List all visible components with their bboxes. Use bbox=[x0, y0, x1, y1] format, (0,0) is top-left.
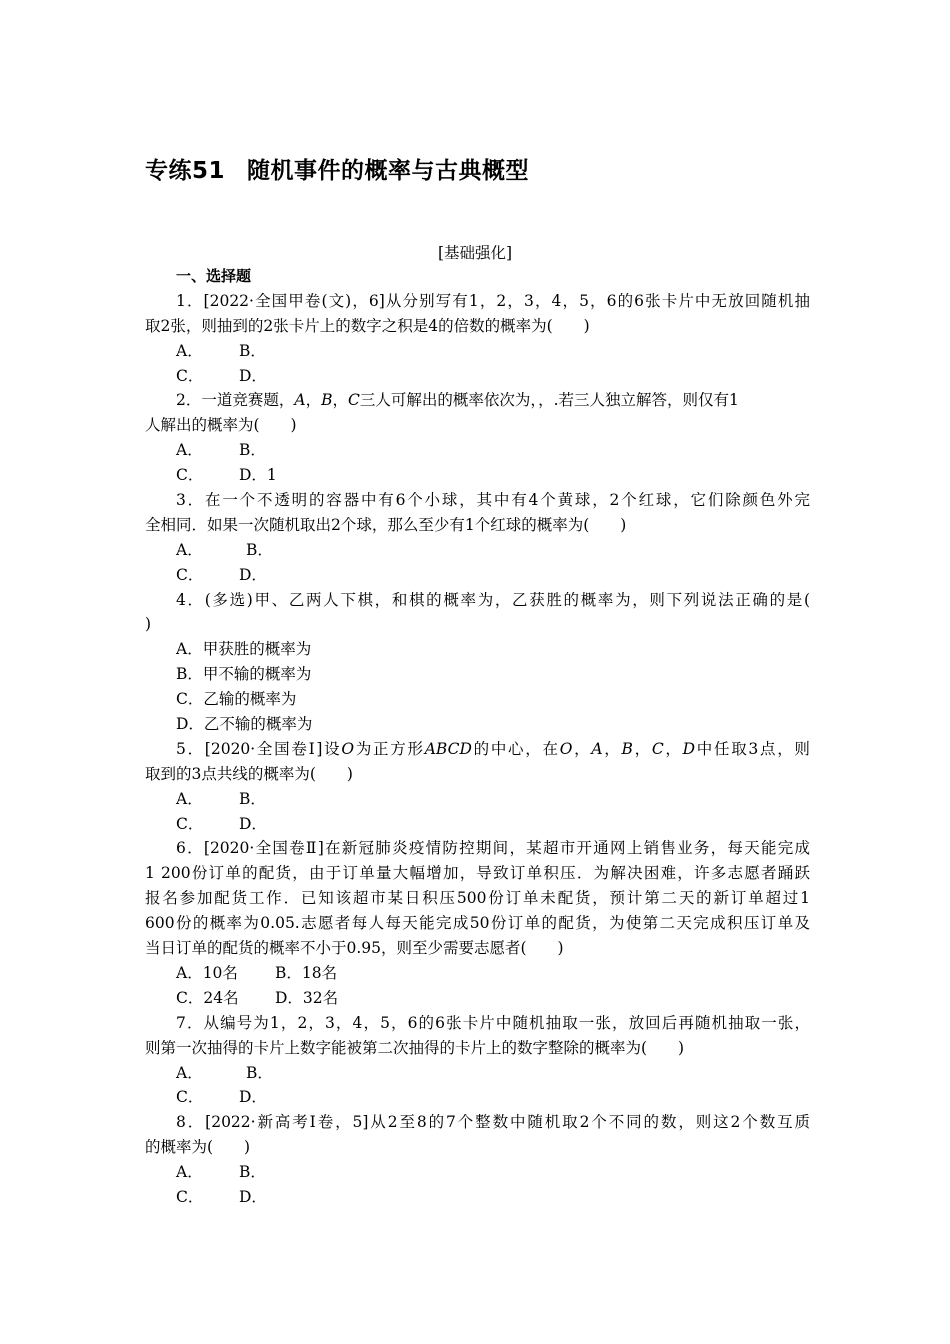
question-5 bbox=[145, 737, 810, 837]
question-8-line-1: 8．[2022·新高考Ⅰ卷，5]从2至8的7个整数中随机取2个不同的数，则这2个数互质 bbox=[176, 1113, 810, 1132]
question-6-option-d[interactable]: D．32名 bbox=[275, 988, 339, 1007]
question-4 bbox=[145, 588, 810, 737]
question-3-option-d[interactable]: D． bbox=[239, 565, 267, 584]
question-2-line-2: 人解出的概率为( ) bbox=[145, 416, 297, 435]
question-3-line-2: 全相同．如果一次随机取出2个球，那么至少有1个红球的概率为( ) bbox=[145, 515, 627, 534]
question-7-option-d[interactable]: D． bbox=[239, 1088, 267, 1107]
question-2-option-d[interactable]: D．1 bbox=[239, 466, 277, 485]
question-6-line-5: 当日订单的配货的概率不小于0.95，则至少需要志愿者( ) bbox=[145, 939, 564, 958]
question-5-option-c[interactable]: C． bbox=[176, 814, 204, 833]
question-2-option-a[interactable]: A． bbox=[176, 441, 203, 460]
question-3 bbox=[145, 488, 810, 588]
question-3-option-a[interactable]: A． bbox=[176, 540, 203, 559]
question-1-option-a[interactable]: A． bbox=[176, 341, 203, 360]
question-2-option-b[interactable]: B． bbox=[239, 441, 266, 460]
question-4-option-a[interactable]: A．甲获胜的概率为 bbox=[176, 640, 312, 659]
title-number: 专练51 bbox=[145, 158, 226, 184]
question-1 bbox=[145, 289, 810, 389]
question-6-option-a[interactable]: A．10名 bbox=[176, 963, 238, 982]
question-7 bbox=[145, 1011, 810, 1111]
question-5-line-2: 取到的3点共线的概率为( ) bbox=[145, 764, 353, 783]
question-1-option-b[interactable]: B． bbox=[239, 341, 266, 360]
question-8-line-2: 的概率为( ) bbox=[145, 1138, 251, 1157]
question-3-line-1: 3．在一个不透明的容器中有6个小球，其中有4个黄球，2个红球，它们除颜色外完 bbox=[176, 491, 810, 510]
question-5-option-a[interactable]: A． bbox=[176, 789, 203, 808]
question-3-option-b[interactable]: B． bbox=[246, 540, 273, 559]
question-4-line-1: 4．(多选)甲、乙两人下棋，和棋的概率为，乙获胜的概率为，则下列说法正确的是( bbox=[176, 590, 810, 609]
question-6-line-4: 600份的概率为0.05.志愿者每人每天能完成50份订单的配货，为使第二天完成积压订单及 bbox=[145, 914, 810, 933]
question-6 bbox=[145, 836, 810, 1010]
question-list bbox=[145, 264, 810, 1210]
question-6-line-1: 6．[2020·全国卷Ⅱ]在新冠肺炎疫情防控期间，某超市开通网上销售业务，每天能完成 bbox=[176, 839, 810, 858]
question-4-option-b[interactable]: B．甲不输的概率为 bbox=[176, 665, 312, 684]
question-2 bbox=[145, 388, 810, 488]
question-5-option-b[interactable]: B． bbox=[239, 789, 266, 808]
question-2-line-1: 2．一道竞赛题，A，B，C三人可解出的概率依次为，，.若三人独立解答，则仅有1 bbox=[176, 391, 739, 410]
question-6-option-b[interactable]: B．18名 bbox=[275, 963, 338, 982]
question-8-option-c[interactable]: C． bbox=[176, 1187, 204, 1206]
question-6-line-2: 1 200份订单的配货，由于订单量大幅增加，导致订单积压．为解决困难，许多志愿者踊跃 bbox=[145, 864, 810, 883]
question-1-line-2: 取2张，则抽到的2张卡片上的数字之积是4的倍数的概率为( ) bbox=[145, 316, 590, 335]
question-1-line-1: 1．[2022·全国甲卷(文)，6]从分别写有1，2，3，4，5，6的6张卡片中无放回随机抽 bbox=[176, 291, 810, 310]
question-4-option-d[interactable]: D．乙不输的概率为 bbox=[176, 715, 313, 734]
question-8-option-b[interactable]: B． bbox=[239, 1163, 266, 1182]
question-7-option-a[interactable]: A． bbox=[176, 1063, 203, 1082]
question-8 bbox=[145, 1110, 810, 1210]
question-4-line-2: ) bbox=[145, 615, 152, 634]
section-subhead: 一、选择题 bbox=[176, 267, 252, 285]
question-7-line-1: 7．从编号为1，2，3，4，5，6的6张卡片中随机抽取一张，放回后再随机抽取一张， bbox=[176, 1013, 810, 1032]
section-tag: [基础强化] bbox=[437, 244, 513, 262]
question-5-line-1: 5．[2020·全国卷Ⅰ]设O为正方形ABCD的中心，在O，A，B，C，D中任取3点，则 bbox=[176, 739, 810, 758]
question-1-option-c[interactable]: C． bbox=[176, 366, 204, 385]
question-7-line-2: 则第一次抽得的卡片上数字能被第二次抽得的卡片上的数字整除的概率为( ) bbox=[145, 1038, 685, 1057]
question-8-option-d[interactable]: D． bbox=[239, 1187, 267, 1206]
question-4-option-c[interactable]: C．乙输的概率为 bbox=[176, 690, 297, 709]
question-2-option-c[interactable]: C． bbox=[176, 466, 204, 485]
title-text: 随机事件的概率与古典概型 bbox=[247, 158, 530, 184]
question-8-option-a[interactable]: A． bbox=[176, 1163, 203, 1182]
question-5-option-d[interactable]: D． bbox=[239, 814, 267, 833]
page-title bbox=[145, 152, 529, 185]
question-7-option-c[interactable]: C． bbox=[176, 1088, 204, 1107]
question-6-line-3: 报名参加配货工作．已知该超市某日积压500份订单未配货，预计第二天的新订单超过1 bbox=[145, 889, 810, 908]
question-7-option-b[interactable]: B． bbox=[246, 1063, 273, 1082]
question-3-option-c[interactable]: C． bbox=[176, 565, 204, 584]
question-1-option-d[interactable]: D． bbox=[239, 366, 267, 385]
question-6-option-c[interactable]: C．24名 bbox=[176, 988, 239, 1007]
